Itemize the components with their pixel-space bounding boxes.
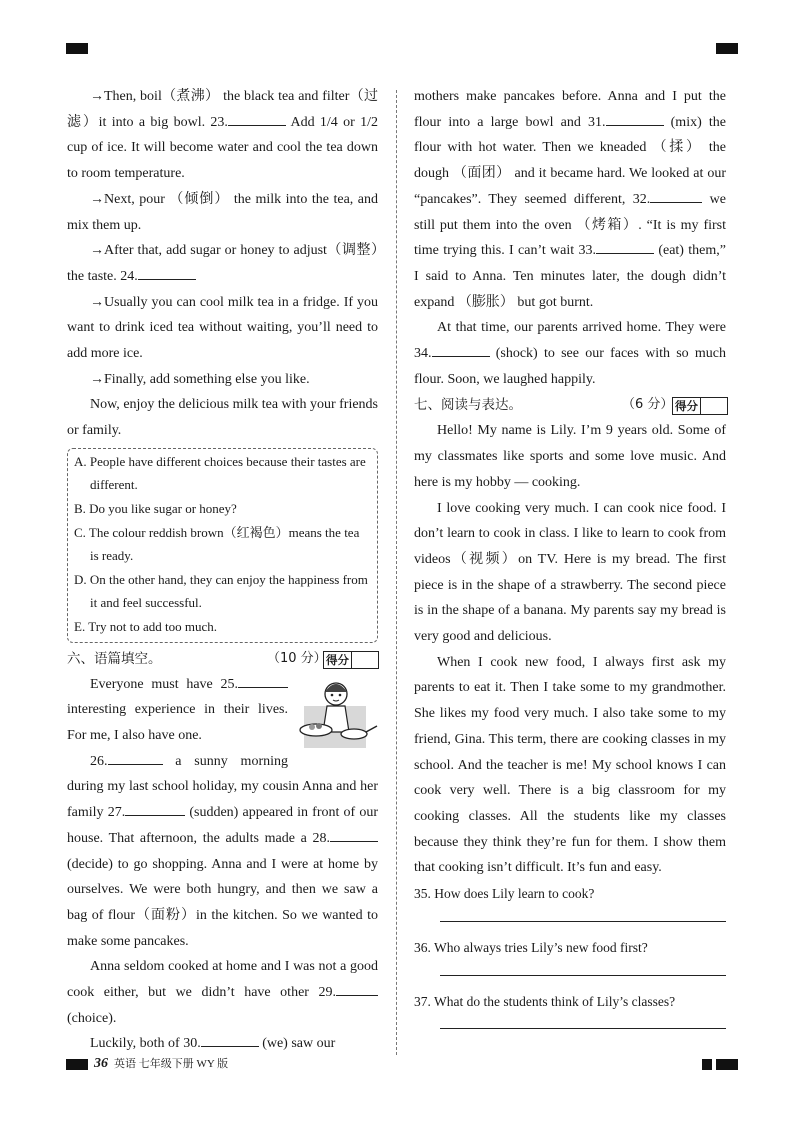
answer-blank-23[interactable] [228, 111, 286, 126]
section-6-score: （10 分） [267, 650, 327, 666]
section-7-score: （6 分） [622, 397, 674, 413]
answer-blank-34[interactable] [432, 342, 490, 357]
paragraph: Everyone must have 25. interesting experience in their lives. For me, I also have one. [67, 672, 378, 749]
paragraph: I love cooking very much. I can cook nice food. I don’t learn to cook in class. I like to learn to cook from videos（视频）on TV. Here is my bread. The first piece is in the shape of a strawberry. The second piece is in the shape of a banana. My parents say my bread is very good and delicious. [414, 500, 726, 645]
section-6-header [67, 646, 378, 672]
paragraph: →Finally, add something else you like. [90, 371, 310, 387]
footer-label: 英语 七年级下册 WY 版 [114, 1058, 229, 1070]
section-6-score-box[interactable]: 得分 [323, 651, 379, 669]
paragraph: Luckily, both of 30. (we) saw our [67, 1031, 378, 1057]
section-7-score-box[interactable]: 得分 [672, 397, 728, 415]
answer-line-37[interactable] [414, 1014, 726, 1042]
paragraph: Anna seldom cooked at home and I was not a good cook either, but we didn’t have other 29. (choice). [67, 959, 378, 1026]
paragraph: At that time, our parents arrived home. They were 34. (shock) to see our faces with so much flour. Soon, we laughed happily. [414, 320, 726, 387]
paragraph: →Then, boil（煮沸） the black tea and filter（过滤）it into a big bowl. 23. Add 1/4 or 1/2 cup of ice. It will become water and cool the tea down to room temperature. [67, 89, 378, 182]
option-d: D. On the other hand, they can enjoy the happiness from it and feel successful. [74, 571, 368, 611]
answer-blank-31[interactable] [606, 111, 664, 126]
answer-blank-33[interactable] [596, 239, 654, 254]
option-a: A. People have different choices because their tastes are different. [74, 453, 366, 493]
question-37: 37. What do the students think of Lily’s classes? [414, 993, 676, 1009]
corner-mark-right [716, 43, 738, 54]
paragraph: →After that, add sugar or honey to adjust（调整）the taste. 24. [67, 243, 378, 284]
answer-blank-26[interactable] [108, 750, 163, 765]
paragraph: When I cook new food, I always first ask my parents to eat it. Then I take some to my grandmother. She likes my food very much. I also take some to my friend, Gina. This term, there are cooking classes in my school. And the teacher is me! My school knows I can cook very well. There is a big classroom for my cooking classes. All the students like my classes because they think they’re fun for them. I show them that cooking isn’t difficult. It’s fun and easy. [414, 654, 726, 876]
paragraph: Hello! My name is Lily. I’m 9 years old. Some of my classmates like sports and some love music. And here is my hobby — cooking. [414, 423, 726, 490]
answer-blank-27[interactable] [125, 801, 185, 816]
section-6-title: 六、语篇填空。 [67, 650, 162, 667]
footer-bar-right-small [702, 1059, 712, 1070]
paragraph: Now, enjoy the delicious milk tea with your friends or family. [67, 397, 378, 439]
answer-blank-25[interactable] [238, 673, 288, 688]
section-7-header [414, 392, 726, 418]
girl-cooking-illustration [294, 674, 378, 750]
option-e: E. Try not to add too much. [74, 619, 218, 634]
question-36: 36. Who always tries Lily’s new food first? [414, 939, 648, 955]
answer-blank-32[interactable] [650, 188, 702, 203]
answer-line-36[interactable] [414, 961, 726, 989]
option-c: C. The colour reddish brown（红褐色）means the tea is ready. [74, 524, 360, 564]
answer-blank-30[interactable] [201, 1032, 259, 1047]
footer [94, 1056, 228, 1072]
options-box [67, 448, 378, 643]
answer-blank-28[interactable] [330, 827, 378, 842]
answer-blank-24[interactable] [138, 265, 196, 280]
option-b: B. Do you like sugar or honey? [74, 501, 237, 517]
paragraph: mothers make pancakes before. Anna and I put the flour into a large bowl and 31. (mix) the flour with hot water. Then we kneaded （揉） the dough （面团） and it became hard. We looked at our “pancakes”. They seemed different, 32. we still put them into the oven （烤箱）. “It is my first time trying this. I can’t wait 33. (eat) them,” I said to Anna. Ten minutes later, the dough didn’t expand （膨胀） but got burnt. [414, 89, 726, 310]
answer-blank-29[interactable] [336, 981, 378, 996]
paragraph: →Usually you can cool milk tea in a fridge. If you want to drink iced tea without waiting, you’ll need to add more ice. [67, 294, 378, 362]
paragraph: 26. a sunny morning during my last school holiday, my cousin Anna and her family 27. (sudden) appeared in front of our house. That afternoon, the adults made a 28. (decide) to go shopping. Anna and I were at home by ourselves. We were both hungry, and then we saw a bag of flour（面粉）in the kitchen. So we wanted to make some pancakes. [67, 749, 378, 955]
column-divider [396, 90, 397, 1055]
corner-mark-left [66, 43, 88, 54]
paragraph: →Next, pour （倾倒） the milk into the tea, and mix them up. [67, 191, 378, 233]
right-column [414, 84, 726, 1042]
page-number: 36 [94, 1056, 108, 1071]
answer-line-35[interactable] [414, 907, 726, 935]
footer-bar-right [716, 1059, 738, 1070]
section-7-title: 七、阅读与表达。 [414, 397, 522, 414]
footer-bar-left [66, 1059, 88, 1070]
question-35: 35. How does Lily learn to cook? [414, 886, 595, 902]
left-column [67, 84, 378, 1057]
